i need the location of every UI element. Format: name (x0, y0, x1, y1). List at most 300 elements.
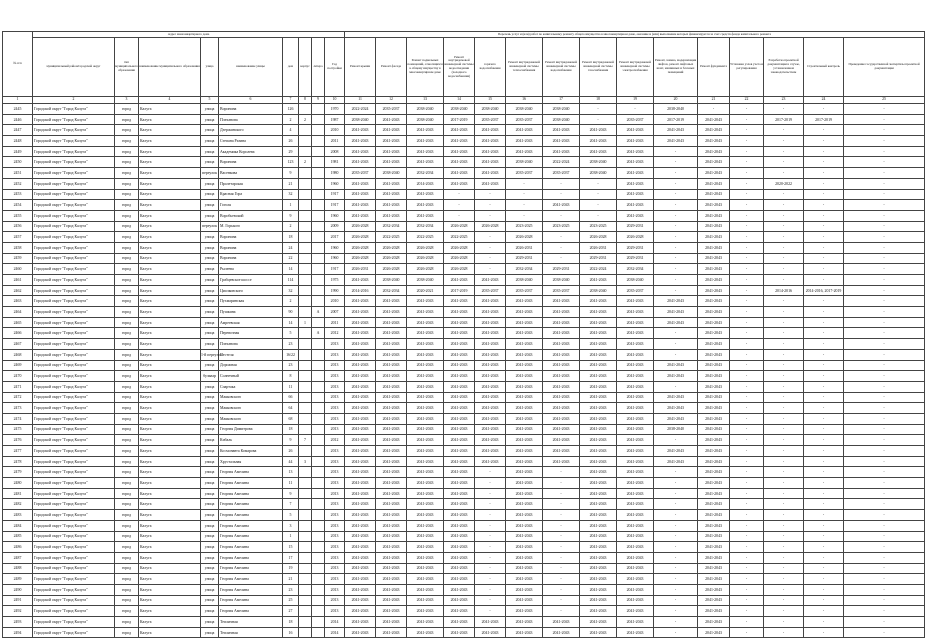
table-cell: 2041-2043 (407, 627, 444, 638)
table-cell: Плеханова (219, 114, 283, 125)
table-cell (312, 360, 325, 371)
table-cell: улица (201, 467, 219, 478)
table-cell: улица (201, 146, 219, 157)
col-header: Ремонт подвальных помещений, относящихся к общему имуществу в многоквартирном доме (407, 38, 444, 97)
table-cell: 1 (299, 317, 312, 328)
table-cell: 2461 (3, 275, 33, 286)
column-number: 10 (325, 97, 345, 104)
table-cell: - (844, 104, 925, 115)
table-cell: Калуга (139, 467, 201, 478)
table-cell: 2041-2043 (444, 371, 475, 382)
table-row (3, 360, 925, 371)
table-cell: город (115, 467, 139, 478)
table-cell: - (764, 563, 804, 574)
table-cell: 2041-2043 (407, 381, 444, 392)
table-cell: город (115, 264, 139, 275)
table-cell: 2489 (3, 574, 33, 585)
table-cell: город (115, 510, 139, 521)
table-cell (299, 563, 312, 574)
table-cell: 2038-2040 (543, 275, 580, 286)
table-cell: улица (201, 232, 219, 243)
table-cell: 2041-2043 (543, 307, 580, 318)
table-cell: улица (201, 104, 219, 115)
table-cell: - (764, 360, 804, 371)
table-cell (312, 478, 325, 489)
table-cell: 2041-2043 (345, 446, 376, 457)
table-cell: 2041-2043 (617, 328, 654, 339)
table-cell: Калуга (139, 189, 201, 200)
table-row (3, 253, 925, 264)
table-cell: - (654, 328, 698, 339)
table-cell: 2041-2043 (376, 617, 407, 628)
table-cell: - (730, 114, 764, 125)
table-cell: - (844, 606, 925, 617)
table-cell: улица (201, 563, 219, 574)
table-cell: - (654, 242, 698, 253)
table-cell: - (698, 104, 730, 115)
table-cell (312, 563, 325, 574)
table-cell: 2035-2037 (506, 285, 543, 296)
table-cell: - (804, 307, 844, 318)
table-cell: Калуга (139, 574, 201, 585)
table-cell: 2041-2043 (444, 627, 475, 638)
table-cell: - (730, 381, 764, 392)
table-cell: 2041-2043 (345, 542, 376, 553)
table-cell: - (804, 221, 844, 232)
table-cell: 2041-2043 (376, 317, 407, 328)
table-cell: 2041-2043 (407, 424, 444, 435)
table-cell: Георгия Амелина (219, 520, 283, 531)
table-cell: 2013 (325, 360, 345, 371)
table-cell: 2017-2019 (804, 114, 844, 125)
table-cell: 2032-2034 (407, 168, 444, 179)
table-cell: 2451 (3, 168, 33, 179)
table-cell: 2041-2043 (475, 125, 506, 136)
table-cell: - (654, 178, 698, 189)
table-cell: 2041-2043 (444, 574, 475, 585)
table-cell: город (115, 210, 139, 221)
table-cell: - (804, 168, 844, 179)
table-cell: 2026-2028 (617, 232, 654, 243)
table-row (3, 210, 925, 221)
table-cell: Калуга (139, 424, 201, 435)
table-row (3, 499, 925, 510)
table-cell: - (730, 435, 764, 446)
table-cell: - (804, 606, 844, 617)
table-cell: 7 (299, 435, 312, 446)
table-cell (299, 168, 312, 179)
table-cell: Городской округ "Город Калуга" (33, 339, 115, 350)
table-cell: - (475, 253, 506, 264)
table-cell: - (475, 584, 506, 595)
table-cell: 1917 (325, 200, 345, 211)
col-header: № п/п (3, 32, 33, 97)
table-cell: Калуга (139, 317, 201, 328)
table-cell: Дзержинского (219, 125, 283, 136)
table-cell: 2041-2043 (444, 531, 475, 542)
table-cell: переулок (201, 221, 219, 232)
column-number: 3 (115, 97, 139, 104)
table-row (3, 467, 925, 478)
table-cell: 2041-2043 (407, 606, 444, 617)
table-cell: 2041-2043 (475, 339, 506, 350)
table-cell: - (804, 104, 844, 115)
table-cell: - (654, 510, 698, 521)
table-cell: 2041-2043 (580, 574, 617, 585)
table-cell: 2041-2043 (580, 424, 617, 435)
table-cell: 2041-2043 (506, 595, 543, 606)
table-cell: - (654, 285, 698, 296)
table-cell: - (804, 435, 844, 446)
table-cell: 2472 (3, 392, 33, 403)
table-cell: Георгия Амелина (219, 606, 283, 617)
table-cell: 2038-2040 (506, 275, 543, 286)
table-row (3, 456, 925, 467)
table-cell: - (764, 210, 804, 221)
table-cell: 23 (283, 360, 299, 371)
table-cell: - (804, 360, 844, 371)
table-cell: Городской округ "Город Калуга" (33, 478, 115, 489)
table-cell (312, 157, 325, 168)
table-cell: Академика Королева (219, 146, 283, 157)
table-cell: 2041-2043 (444, 275, 475, 286)
table-cell: улица (201, 307, 219, 318)
table-cell: город (115, 478, 139, 489)
col-header: тип муниципального образования (115, 38, 139, 97)
table-cell: 11 (283, 381, 299, 392)
table-cell: 2038-2040 (376, 168, 407, 179)
table-cell: 2041-2043 (698, 136, 730, 147)
table-cell: 2041-2043 (407, 328, 444, 339)
table-cell: - (475, 574, 506, 585)
table-cell: - (844, 424, 925, 435)
table-cell: 2448 (3, 136, 33, 147)
table-cell (299, 125, 312, 136)
table-cell: 2041-2043 (506, 531, 543, 542)
column-number: 5 (201, 97, 219, 104)
table-cell (312, 446, 325, 457)
table-cell: - (730, 360, 764, 371)
col-header: Ремонт крыши (345, 38, 376, 97)
table-cell: - (730, 467, 764, 478)
table-cell: Калуга (139, 242, 201, 253)
table-cell: 2041-2043 (345, 349, 376, 360)
table-cell: Калуга (139, 595, 201, 606)
table-cell: улица (201, 542, 219, 553)
table-cell: 2014 (325, 627, 345, 638)
table-cell: 2020-2022 (764, 178, 804, 189)
table-cell: - (730, 617, 764, 628)
table-cell: - (804, 210, 844, 221)
table-cell (299, 200, 312, 211)
table-cell: 2041-2043 (506, 584, 543, 595)
table-cell: 2013 (325, 349, 345, 360)
table-cell (312, 104, 325, 115)
table-cell: 2041-2043 (475, 627, 506, 638)
table-cell: 2008 (325, 146, 345, 157)
table-cell: - (543, 242, 580, 253)
table-row (3, 403, 925, 414)
table-cell: - (580, 104, 617, 115)
table-cell: 2460 (3, 264, 33, 275)
table-cell: 2041-2043 (617, 552, 654, 563)
table-cell (312, 467, 325, 478)
table-cell: Пушкина (219, 307, 283, 318)
table-cell: - (543, 552, 580, 563)
table-cell: 18 (283, 617, 299, 628)
table-cell (299, 253, 312, 264)
table-cell: 2041-2043 (376, 114, 407, 125)
table-cell: Городской округ "Город Калуга" (33, 392, 115, 403)
table-cell: Городской округ "Город Калуга" (33, 307, 115, 318)
table-cell: - (617, 104, 654, 115)
col-header: Ремонт внутридомовой инженерной системы газоснабжения (580, 38, 617, 97)
table-cell: 2041-2043 (617, 574, 654, 585)
table-cell: 2041-2043 (580, 467, 617, 478)
table-cell: 2041-2043 (376, 403, 407, 414)
table-cell: 2041-2043 (407, 520, 444, 531)
table-cell: - (764, 403, 804, 414)
table-cell: 2013 (325, 552, 345, 563)
table-cell: 17 (283, 552, 299, 563)
table-cell (299, 584, 312, 595)
table-cell: 2022-2024 (580, 264, 617, 275)
table-cell: Калуга (139, 200, 201, 211)
table-cell: 2013 (325, 595, 345, 606)
table-cell: - (804, 424, 844, 435)
table-cell: Калуга (139, 125, 201, 136)
col-header: Установка узлов учета и регулирования (730, 38, 764, 97)
table-cell: Георгия Амелина (219, 552, 283, 563)
table-cell: 2041-2043 (407, 392, 444, 403)
table-cell: 2013 (325, 520, 345, 531)
table-cell: 2041-2043 (580, 403, 617, 414)
table-cell: 2041-2043 (444, 339, 475, 350)
table-cell: 2471 (3, 381, 33, 392)
table-cell (299, 264, 312, 275)
table-cell: - (764, 446, 804, 457)
table-cell (312, 424, 325, 435)
table-cell: - (444, 210, 475, 221)
table-cell: 2041-2043 (698, 296, 730, 307)
table-cell: 14 (283, 264, 299, 275)
table-cell: - (844, 627, 925, 638)
table-cell: Пухмаринская (219, 296, 283, 307)
table-cell: город (115, 446, 139, 457)
table-cell: - (804, 595, 844, 606)
table-cell: - (764, 125, 804, 136)
table-cell: - (654, 210, 698, 221)
table-cell: Городской округ "Город Калуга" (33, 317, 115, 328)
table-cell: улица (201, 392, 219, 403)
table-cell (312, 542, 325, 553)
table-cell: - (764, 307, 804, 318)
table-cell: город (115, 424, 139, 435)
table-cell: 2029-2031 (617, 253, 654, 264)
table-cell: - (844, 296, 925, 307)
table-cell: 2038-2040 (506, 104, 543, 115)
table-cell: 68 (283, 413, 299, 424)
table-cell: 2041-2043 (345, 467, 376, 478)
table-cell (299, 232, 312, 243)
table-cell: 2041-2043 (580, 125, 617, 136)
table-cell: 2041-2043 (506, 499, 543, 510)
table-cell: 2029-2031 (617, 221, 654, 232)
table-cell: - (654, 146, 698, 157)
table-cell: Калуга (139, 232, 201, 243)
table-cell: 2041-2043 (444, 360, 475, 371)
table-cell: 2041-2043 (543, 360, 580, 371)
table-cell: 2041-2043 (475, 360, 506, 371)
table-cell: 2041-2043 (698, 242, 730, 253)
table-cell: - (844, 232, 925, 243)
table-cell: 2038-2040 (543, 104, 580, 115)
table-row (3, 606, 925, 617)
table-cell: - (475, 595, 506, 606)
table-cell: город (115, 275, 139, 286)
table-cell: - (730, 403, 764, 414)
table-cell: 2041-2043 (376, 510, 407, 521)
table-cell: - (804, 232, 844, 243)
table-cell: - (764, 168, 804, 179)
table-cell: 2041-2043 (617, 467, 654, 478)
table-cell: Городской округ "Город Калуга" (33, 499, 115, 510)
table-cell: 2041-2043 (543, 456, 580, 467)
table-cell: - (764, 253, 804, 264)
table-cell: 2041-2043 (698, 392, 730, 403)
table-cell: 19 (283, 563, 299, 574)
table-cell: 2041-2043 (506, 136, 543, 147)
table-cell: 2041-2043 (580, 136, 617, 147)
table-cell: город (115, 328, 139, 339)
table-cell: 1980 (325, 168, 345, 179)
table-cell: 114 (283, 275, 299, 286)
table-cell: 2041-2043 (543, 146, 580, 157)
table-cell: улица (201, 296, 219, 307)
table-cell: 2014-2016 (764, 285, 804, 296)
table-cell: - (580, 178, 617, 189)
table-cell: - (844, 467, 925, 478)
table-cell: улица (201, 606, 219, 617)
table-row (3, 189, 925, 200)
table-cell: 1-й переулок (201, 349, 219, 360)
table-cell (312, 136, 325, 147)
address-group-header: Адрес многоквартирного дома (33, 32, 345, 38)
table-cell: 2041-2043 (506, 296, 543, 307)
table-cell: город (115, 349, 139, 360)
table-cell (312, 146, 325, 157)
table-cell: - (730, 552, 764, 563)
table-cell: 66 (283, 392, 299, 403)
table-cell (312, 520, 325, 531)
table-cell: 2041-2043 (698, 339, 730, 350)
table-cell: - (844, 328, 925, 339)
table-cell: - (730, 456, 764, 467)
table-cell: 2041-2043 (543, 392, 580, 403)
table-cell: 2041-2043 (345, 381, 376, 392)
table-cell: 2041-2043 (475, 317, 506, 328)
table-cell (299, 307, 312, 318)
table-cell: - (804, 478, 844, 489)
table-cell: 2493 (3, 617, 33, 628)
table-cell: 2013 (325, 371, 345, 382)
table-cell: 2041-2043 (543, 381, 580, 392)
table-cell (299, 552, 312, 563)
table-cell: 2466 (3, 328, 33, 339)
table-cell (299, 349, 312, 360)
table-cell (312, 627, 325, 638)
table-cell: 2488 (3, 563, 33, 574)
col-header: Ремонт фасада (376, 38, 407, 97)
table-cell: - (475, 531, 506, 542)
table-cell (299, 595, 312, 606)
table-cell: Городской округ "Город Калуга" (33, 253, 115, 264)
table-cell: Калуга (139, 520, 201, 531)
table-cell: - (654, 381, 698, 392)
table-cell: улица (201, 285, 219, 296)
table-cell: 2041-2043 (444, 328, 475, 339)
table-cell: - (730, 606, 764, 617)
table-cell: 2041-2043 (617, 189, 654, 200)
table-cell: - (764, 339, 804, 350)
table-cell (299, 178, 312, 189)
table-cell: 2041-2043 (617, 478, 654, 489)
table-cell: 2041-2043 (543, 339, 580, 350)
table-cell: 2035-2037 (543, 285, 580, 296)
table-cell: 2041-2043 (444, 317, 475, 328)
table-cell: - (654, 275, 698, 286)
table-cell: 2038-2040 (543, 114, 580, 125)
table-cell: улица (201, 360, 219, 371)
table-cell: 2041-2043 (543, 349, 580, 360)
table-cell: Городской округ "Город Калуга" (33, 136, 115, 147)
table-cell: 1981 (325, 157, 345, 168)
table-cell: - (730, 563, 764, 574)
table-cell (312, 595, 325, 606)
table-cell: 2041-2043 (376, 307, 407, 318)
table-cell: - (543, 531, 580, 542)
table-cell: 2041-2043 (543, 200, 580, 211)
table-cell: 2041-2043 (698, 275, 730, 286)
table-cell: 2478 (3, 456, 33, 467)
table-cell: - (844, 189, 925, 200)
table-cell: 2041-2043 (698, 413, 730, 424)
table-cell: 2041-2043 (698, 178, 730, 189)
table-row (3, 114, 925, 125)
column-number: 4 (139, 97, 201, 104)
table-cell: улица (201, 242, 219, 253)
column-number: 21 (698, 97, 730, 104)
table-cell: 2041-2043 (376, 328, 407, 339)
table-cell: город (115, 552, 139, 563)
table-row (3, 510, 925, 521)
table-cell: 2041-2043 (654, 296, 698, 307)
table-cell: 2041-2043 (376, 478, 407, 489)
table-cell: 2041-2043 (698, 210, 730, 221)
table-cell: 2041-2043 (698, 285, 730, 296)
table-cell: Калуга (139, 210, 201, 221)
table-cell: Городской округ "Город Калуга" (33, 446, 115, 457)
table-cell: 2013 (325, 467, 345, 478)
table-cell: 2041-2043 (698, 499, 730, 510)
table-cell: 2038-2040 (345, 114, 376, 125)
table-cell: - (844, 168, 925, 179)
table-cell: 2041-2043 (698, 488, 730, 499)
table-cell: - (475, 242, 506, 253)
table-cell: - (543, 488, 580, 499)
table-cell: - (804, 456, 844, 467)
table-cell: 2470 (3, 371, 33, 382)
